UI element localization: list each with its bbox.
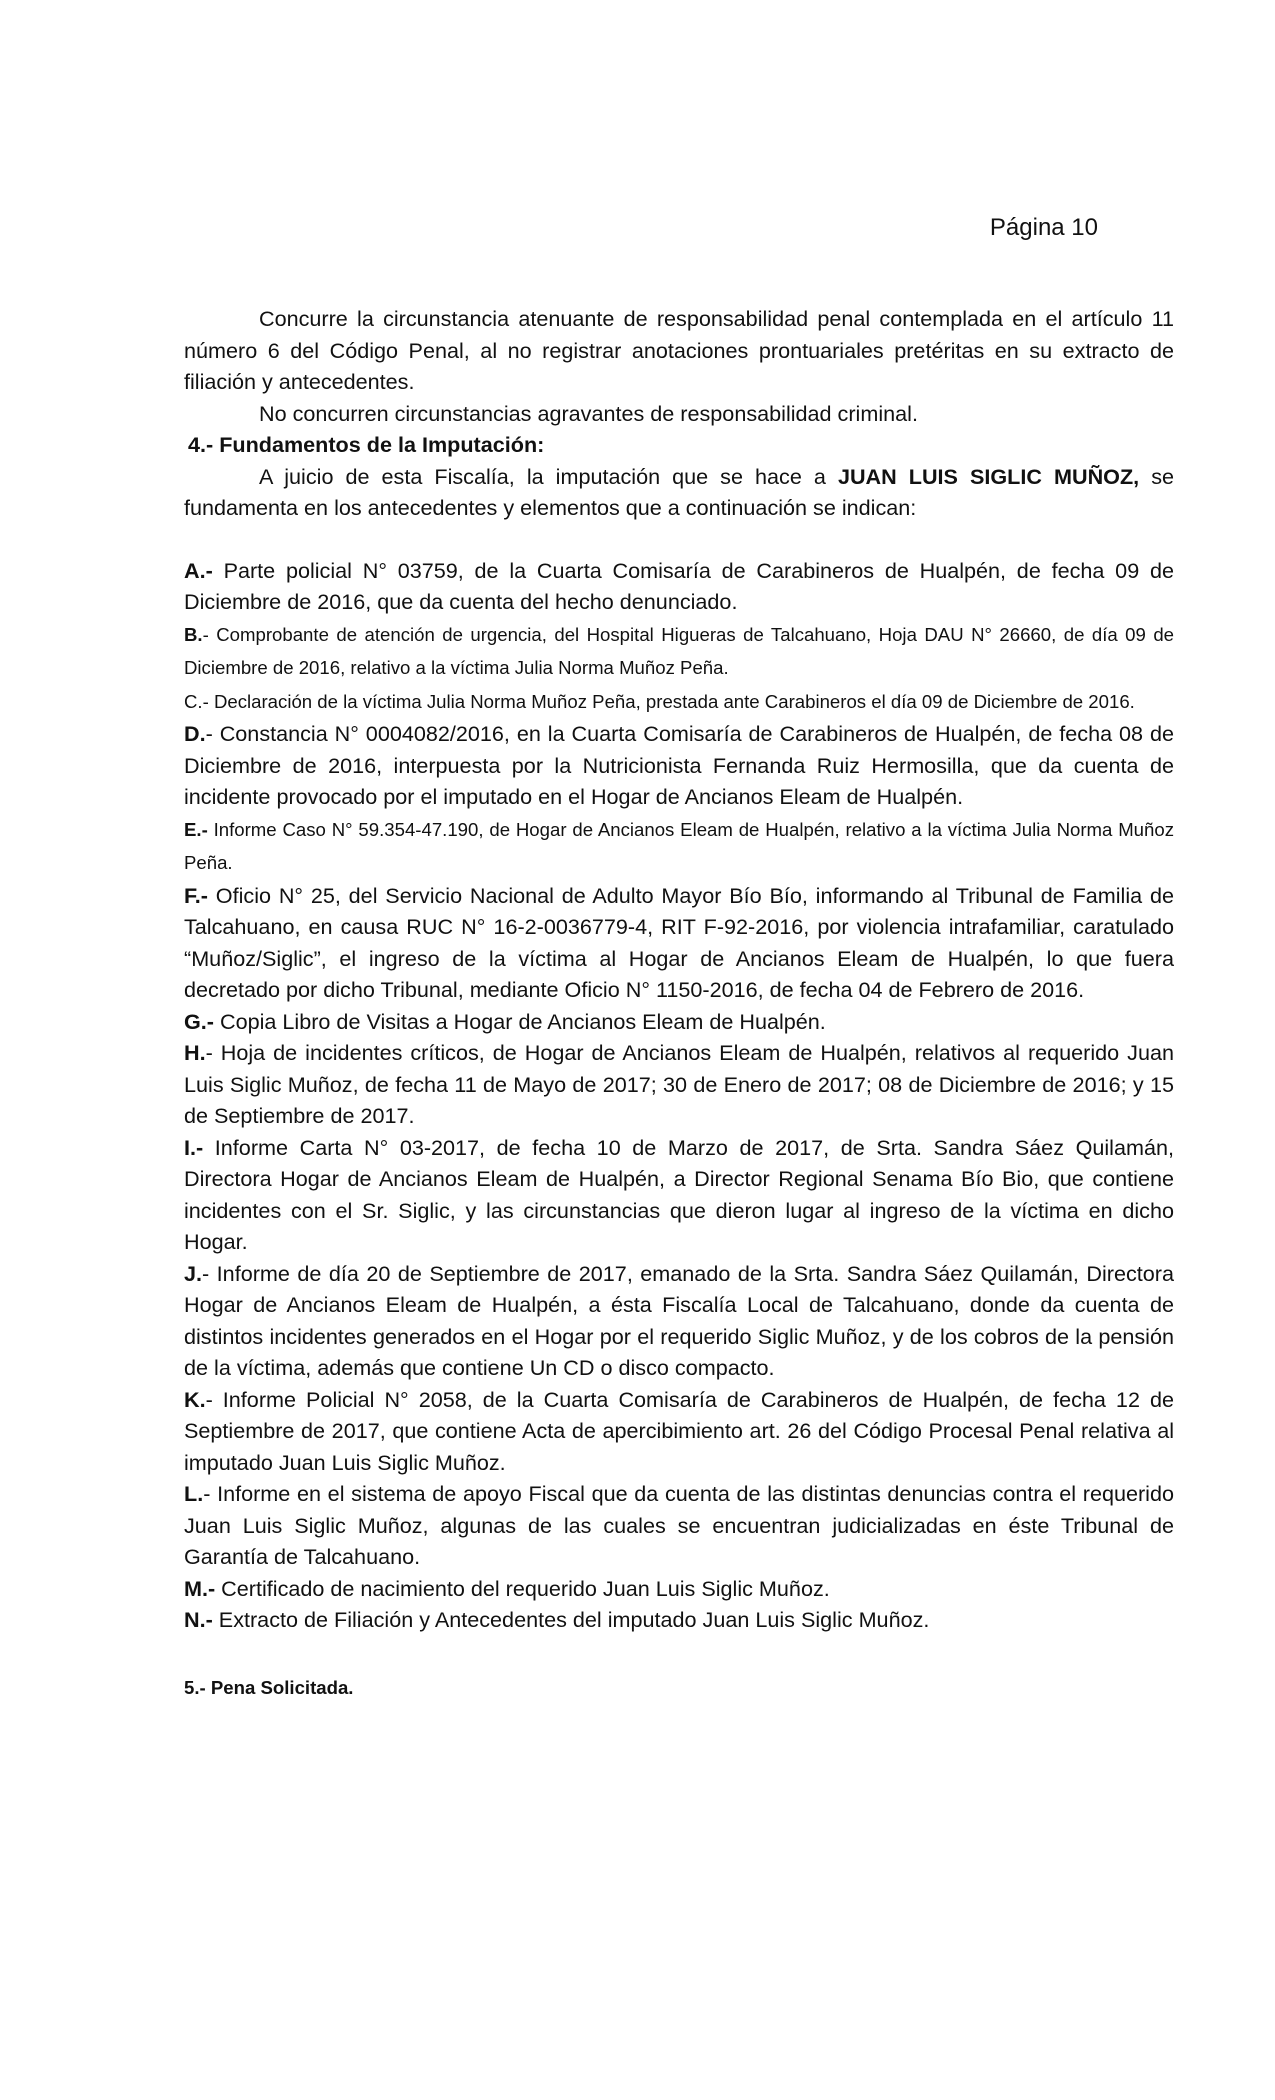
- item-letter: I.-: [184, 1134, 204, 1160]
- item-letter: B.: [184, 623, 203, 645]
- item-letter: M.-: [184, 1575, 216, 1601]
- item-text: - Informe Policial N° 2058, de la Cuarta Comisaría de Carabineros de Hualpén, de fecha 12 de Septiembre de 2017, que contiene Acta de apercibimiento art. 26 del Código Procesal Penal relativa al imputado Juan Luis Siglic Muñoz.: [184, 1386, 1174, 1475]
- list-item-c: [184, 685, 1174, 719]
- item-text: Oficio N° 25, del Servicio Nacional de Adulto Mayor Bío Bío, informando al Tribunal de Familia de Talcahuano, en causa RUC N° 16-2-0036779-4, RIT F-92-2016, por violencia intrafamiliar, caratulado “Muñoz/Siglic”, el ingreso de la víctima al Hogar de Ancianos Eleam de Hualpén, lo que fuera decretado por dicho Tribunal, mediante Oficio N° 1150-2016, de fecha 04 de Febrero de 2016.: [184, 882, 1174, 1002]
- item-letter: A.-: [184, 557, 213, 583]
- item-letter: E.-: [184, 818, 208, 840]
- item-letter: K.: [184, 1386, 206, 1412]
- list-item-l: [184, 1478, 1174, 1573]
- item-letter: L.: [184, 1481, 204, 1506]
- item-text: - Declaración de la víctima Julia Norma Muñoz Peña, prestada ante Carabineros el día 09 de Diciembre de 2016.: [202, 690, 1135, 712]
- section-5-heading: 5.- Pena Solicitada.: [184, 1676, 354, 1698]
- item-text: - Constancia N° 0004082/2016, en la Cuarta Comisaría de Carabineros de Hualpén, de fecha 08 de Diciembre de 2016, interpuesta por la Nutricionista Fernanda Ruiz Hermosilla, que da cuenta de incidente provocado por el imputado en el Hogar de Ancianos Eleam de Hualpén.: [184, 721, 1174, 809]
- accused-name: JUAN LUIS SIGLIC MUÑOZ,: [837, 463, 1140, 489]
- section-4-heading: 4.- Fundamentos de la Imputación:: [188, 432, 545, 457]
- paragraph-atenuante: Concurre la circunstancia atenuante de responsabilidad penal contemplada en el artículo 11 número 6 del Código Penal, al no registrar anotaciones prontuariales pretéritas en su extracto de filiación y antecedentes.: [184, 306, 1174, 394]
- section-4-intro: [184, 461, 1174, 524]
- intro-text-end: se fundamenta en los antecedentes y elementos que a continuación se indican:: [184, 463, 1175, 520]
- item-text: Informe Carta N° 03-2017, de fecha 10 de Marzo de 2017, de Srta. Sandra Sáez Quilamán, Directora Hogar de Ancianos Eleam de Hualpén, a Director Regional Senama Bío Bio, que contiene incidentes con el Sr. Siglic, y las circunstancias que dieron lugar al ingreso de la víctima en dicho Hogar.: [184, 1134, 1174, 1254]
- item-text: - Hoja de incidentes críticos, de Hogar de Ancianos Eleam de Hualpén, relativos al requerido Juan Luis Siglic Muñoz, de fecha 11 de Mayo de 2017; 30 de Enero de 2017; 08 de Diciembre de 2016; y 15 de Septiembre de 2017.: [184, 1040, 1174, 1128]
- item-text: Certificado de nacimiento del requerido Juan Luis Siglic Muñoz.: [215, 1575, 830, 1601]
- blank-line: [184, 524, 1174, 555]
- list-item-i: [184, 1132, 1174, 1258]
- item-letter: H.: [184, 1040, 206, 1065]
- item-letter: J.: [184, 1260, 203, 1286]
- item-letter: G.-: [184, 1008, 214, 1034]
- list-item-f: [184, 880, 1174, 1006]
- item-text: - Informe en el sistema de apoyo Fiscal que da cuenta de las distintas denuncias contra el requerido Juan Luis Siglic Muñoz, algunas de las cuales se encuentran judicializadas en éste Tribunal de Garantía de Talcahuano.: [184, 1481, 1174, 1569]
- list-item-g: [184, 1006, 1174, 1038]
- item-text: Copia Libro de Visitas a Hogar de Ancianos Eleam de Hualpén.: [214, 1008, 826, 1034]
- document-body: [184, 303, 1174, 1703]
- item-letter: C.: [184, 690, 203, 712]
- list-item-e: [184, 813, 1174, 880]
- list-item-b: [184, 618, 1174, 685]
- list-item-a: [184, 555, 1174, 618]
- list-item-h: [184, 1037, 1174, 1132]
- list-item-j: [184, 1258, 1174, 1384]
- intro-text: A juicio de esta Fiscalía, la imputación que se hace a: [259, 463, 838, 489]
- item-text: Informe Caso N° 59.354-47.190, de Hogar de Ancianos Eleam de Hualpén, relativo a la víctima Julia Norma Muñoz Peña.: [184, 818, 1174, 873]
- item-text: - Informe de día 20 de Septiembre de 2017, emanado de la Srta. Sandra Sáez Quilamán, Directora Hogar de Ancianos Eleam de Hualpén, a ésta Fiscalía Local de Talcahuano, donde da cuenta de distintos incidentes generados en el Hogar por el requerido Siglic Muñoz, y de los cobros de la pensión de la víctima, además que contiene Un CD o disco compacto.: [184, 1260, 1174, 1380]
- item-text: Extracto de Filiación y Antecedentes del imputado Juan Luis Siglic Muñoz.: [212, 1607, 930, 1632]
- item-letter: F.-: [184, 882, 208, 908]
- item-text: - Comprobante de atención de urgencia, del Hospital Higueras de Talcahuano, Hoja DAU N° 26660, de día 09 de Diciembre de 2016, relativo a la víctima Julia Norma Muñoz Peña.: [184, 623, 1174, 678]
- list-item-k: [184, 1384, 1174, 1479]
- list-item-m: [184, 1573, 1174, 1605]
- list-item-n: [184, 1604, 1174, 1636]
- list-item-d: [184, 718, 1174, 813]
- item-letter: D.: [184, 721, 206, 746]
- page-number: Página 10: [989, 214, 1098, 241]
- paragraph-agravantes: No concurren circunstancias agravantes de responsabilidad criminal.: [259, 400, 918, 426]
- item-text: Parte policial N° 03759, de la Cuarta Comisaría de Carabineros de Hualpén, de fecha 09 de Diciembre de 2016, que da cuenta del hecho denunciado.: [184, 557, 1174, 614]
- item-letter: N.-: [184, 1607, 213, 1632]
